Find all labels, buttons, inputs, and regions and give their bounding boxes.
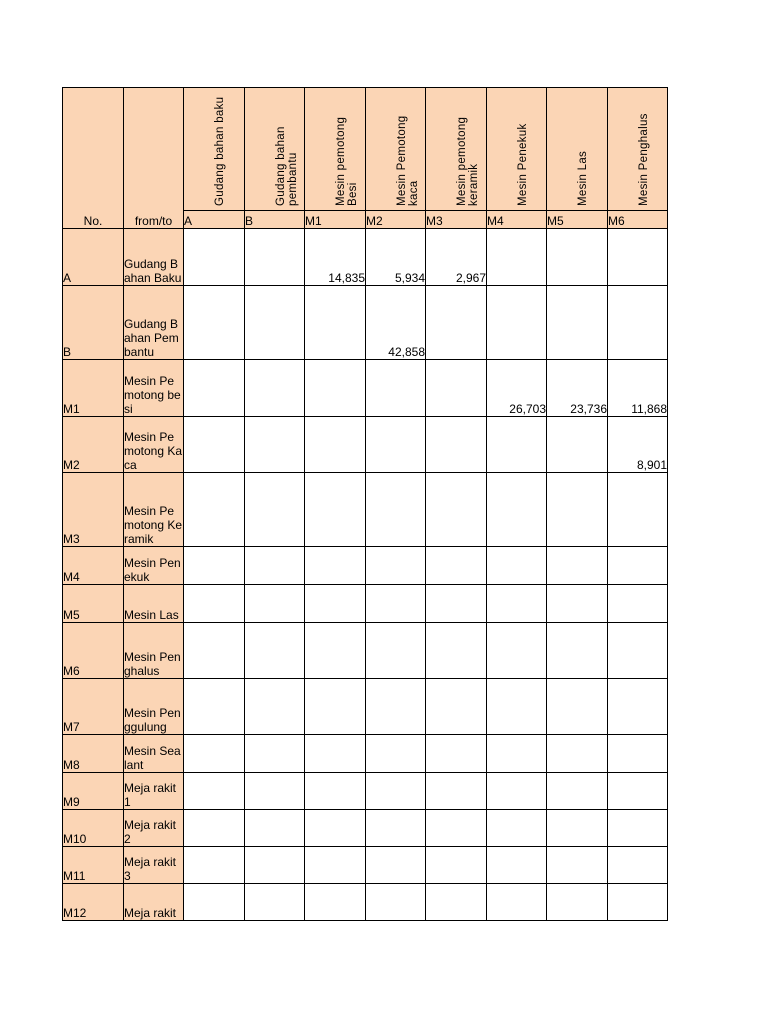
table-cell	[245, 847, 305, 884]
row-code: M4	[63, 547, 124, 585]
table-cell	[184, 679, 245, 735]
row-code: M6	[63, 623, 124, 679]
row-label	[124, 585, 184, 623]
row-label	[124, 810, 184, 847]
column-header-code: M4	[487, 211, 547, 229]
table-cell	[184, 417, 245, 473]
table-cell	[608, 735, 668, 773]
table-cell	[487, 847, 547, 884]
from-to-table	[62, 87, 668, 921]
row-label-text: Gudang Bahan Pembantu	[124, 317, 179, 359]
table-cell	[608, 884, 668, 921]
table-cell	[366, 623, 426, 679]
table-cell	[305, 735, 366, 773]
table-row	[63, 773, 668, 810]
table-cell	[184, 810, 245, 847]
column-header-code: M3	[426, 211, 487, 229]
column-header-name	[245, 88, 305, 211]
table-cell	[245, 547, 305, 585]
table-cell	[184, 847, 245, 884]
table-row	[63, 417, 668, 473]
table-cell	[245, 585, 305, 623]
table-cell	[305, 847, 366, 884]
table-cell	[184, 773, 245, 810]
header-row-names	[63, 88, 668, 211]
table-cell	[245, 735, 305, 773]
table-cell	[426, 360, 487, 417]
row-code: M12	[63, 884, 124, 921]
column-header-name	[608, 88, 668, 211]
table-cell	[547, 547, 608, 585]
table-cell	[547, 847, 608, 884]
row-label-text: Mesin Penghalus	[124, 650, 181, 678]
table-cell	[487, 229, 547, 286]
table-cell	[426, 735, 487, 773]
table-cell	[305, 360, 366, 417]
column-header-name-text: Mesin Penghalus	[637, 113, 650, 206]
row-label	[124, 847, 184, 884]
table-cell	[366, 360, 426, 417]
table-cell	[487, 810, 547, 847]
row-label-text: Meja rakit	[124, 906, 177, 920]
table-row	[63, 547, 668, 585]
table-cell	[366, 884, 426, 921]
table-cell	[608, 623, 668, 679]
table-cell	[305, 884, 366, 921]
table-cell	[608, 810, 668, 847]
row-code: M11	[63, 847, 124, 884]
table-cell	[608, 585, 668, 623]
table-cell	[245, 286, 305, 360]
table-cell	[547, 679, 608, 735]
table-cell	[608, 286, 668, 360]
row-label-text: Meja rakit 2	[124, 818, 177, 846]
row-code: M1	[63, 360, 124, 417]
table-cell: 11,868	[608, 360, 668, 417]
table-cell	[547, 884, 608, 921]
column-header-name-text: Mesin Pemotong kaca	[395, 115, 420, 206]
row-label	[124, 679, 184, 735]
row-code: B	[63, 286, 124, 360]
row-code: M7	[63, 679, 124, 735]
table-cell	[487, 884, 547, 921]
row-label	[124, 735, 184, 773]
column-header-name-text: Mesin pemotong Besi	[335, 116, 359, 206]
table-cell	[426, 623, 487, 679]
column-header-name	[366, 88, 426, 211]
table-cell: 2,967	[426, 229, 487, 286]
table-cell: 14,835	[305, 229, 366, 286]
table-cell	[608, 773, 668, 810]
column-header-code: B	[245, 211, 305, 229]
table-cell	[366, 473, 426, 547]
table-cell	[547, 286, 608, 360]
table-cell	[487, 547, 547, 585]
table-cell	[184, 229, 245, 286]
column-header-code: M2	[366, 211, 426, 229]
table-cell: 8,901	[608, 417, 668, 473]
table-cell	[366, 847, 426, 884]
row-label-text: Mesin Penggulung	[124, 706, 181, 734]
table-cell: 42,858	[366, 286, 426, 360]
table-cell: 23,736	[547, 360, 608, 417]
table-row	[63, 810, 668, 847]
table-cell	[426, 884, 487, 921]
row-label-text: Meja rakit 3	[124, 855, 177, 883]
column-header-name	[547, 88, 608, 211]
table-cell	[487, 735, 547, 773]
table-cell	[184, 735, 245, 773]
table-cell	[245, 884, 305, 921]
table-cell	[245, 773, 305, 810]
column-header-name	[487, 88, 547, 211]
column-header-name-text: Mesin Las	[577, 150, 589, 206]
row-label	[124, 286, 184, 360]
table-cell	[305, 623, 366, 679]
table-row	[63, 679, 668, 735]
row-label	[124, 360, 184, 417]
table-cell	[608, 229, 668, 286]
row-label	[124, 884, 184, 921]
corner-no: No.	[63, 88, 124, 229]
table-cell	[366, 417, 426, 473]
row-code: M9	[63, 773, 124, 810]
table-row	[63, 735, 668, 773]
corner-from-to: from/to	[124, 88, 184, 229]
table-cell	[305, 547, 366, 585]
table-cell	[547, 585, 608, 623]
table-cell	[547, 417, 608, 473]
table-cell	[184, 360, 245, 417]
table-cell	[547, 735, 608, 773]
table-cell	[426, 286, 487, 360]
table-row	[63, 623, 668, 679]
table-cell	[547, 810, 608, 847]
table-cell	[426, 773, 487, 810]
table-cell	[184, 585, 245, 623]
column-header-name	[305, 88, 366, 211]
table-row	[63, 585, 668, 623]
table-cell	[305, 679, 366, 735]
table-cell	[608, 847, 668, 884]
table-cell	[487, 473, 547, 547]
row-label-text: Mesin Pemotong Keramik	[124, 504, 183, 546]
table-cell	[547, 773, 608, 810]
row-code: M8	[63, 735, 124, 773]
row-label-text: Mesin Penekuk	[124, 556, 181, 584]
table-cell	[487, 679, 547, 735]
column-header-name	[184, 88, 245, 211]
row-label-text: Mesin Pemotong besi	[124, 374, 181, 416]
table-cell	[184, 473, 245, 547]
table-cell	[426, 810, 487, 847]
table-cell	[426, 417, 487, 473]
table-cell	[487, 623, 547, 679]
row-label-text: Mesin Las	[124, 608, 179, 622]
table-cell	[487, 417, 547, 473]
column-header-name	[426, 88, 487, 211]
row-label-text: Gudang Bahan Baku	[124, 257, 182, 285]
table-cell	[184, 884, 245, 921]
row-label-text: Mesin Sealant	[124, 744, 181, 772]
table-cell	[366, 585, 426, 623]
table-cell	[426, 547, 487, 585]
row-code: M10	[63, 810, 124, 847]
table-cell	[608, 547, 668, 585]
table-cell: 26,703	[487, 360, 547, 417]
table-cell	[245, 623, 305, 679]
table-cell	[305, 585, 366, 623]
table-cell	[305, 417, 366, 473]
row-code: A	[63, 229, 124, 286]
table-cell	[426, 679, 487, 735]
table-cell	[245, 417, 305, 473]
table-cell	[487, 585, 547, 623]
table-cell	[426, 585, 487, 623]
column-header-code: M6	[608, 211, 668, 229]
table-cell	[366, 679, 426, 735]
column-header-code: M5	[547, 211, 608, 229]
table-row	[63, 286, 668, 360]
table-cell: 5,934	[366, 229, 426, 286]
table-cell	[305, 810, 366, 847]
row-code: M2	[63, 417, 124, 473]
row-label	[124, 229, 184, 286]
table-cell	[245, 360, 305, 417]
row-label	[124, 473, 184, 547]
table-cell	[366, 810, 426, 847]
table-cell	[184, 286, 245, 360]
row-label	[124, 547, 184, 585]
column-header-name-text: Mesin pemotong keramik	[456, 116, 480, 206]
column-header-code: A	[184, 211, 245, 229]
table-cell	[245, 679, 305, 735]
table-cell	[426, 847, 487, 884]
table-cell	[547, 473, 608, 547]
row-code: M3	[63, 473, 124, 547]
table-cell	[366, 773, 426, 810]
table-row	[63, 884, 668, 921]
table-cell	[305, 473, 366, 547]
table-row	[63, 473, 668, 547]
column-header-name-text: Mesin Penekuk	[516, 123, 529, 206]
table-cell	[547, 623, 608, 679]
column-header-name-text: Gudang bahan pembantu	[274, 126, 299, 206]
table-cell	[184, 623, 245, 679]
table-cell	[305, 286, 366, 360]
row-label	[124, 623, 184, 679]
table-cell	[366, 547, 426, 585]
table-cell	[426, 473, 487, 547]
table-cell	[245, 229, 305, 286]
table-cell	[245, 473, 305, 547]
table-cell	[305, 773, 366, 810]
table-cell	[487, 773, 547, 810]
row-label	[124, 773, 184, 810]
table-row	[63, 229, 668, 286]
table-cell	[184, 547, 245, 585]
row-code: M5	[63, 585, 124, 623]
table-cell	[245, 810, 305, 847]
table-cell	[608, 679, 668, 735]
table-cell	[547, 229, 608, 286]
column-header-code: M1	[305, 211, 366, 229]
table-cell	[366, 735, 426, 773]
column-header-name-text: Gudang bahan baku	[214, 96, 226, 206]
table-cell	[487, 286, 547, 360]
table-cell	[608, 473, 668, 547]
table-row	[63, 360, 668, 417]
row-label	[124, 417, 184, 473]
row-label-text: Mesin Pemotong Kaca	[124, 430, 183, 472]
row-label-text: Meja rakit 1	[124, 781, 177, 809]
table-row	[63, 847, 668, 884]
